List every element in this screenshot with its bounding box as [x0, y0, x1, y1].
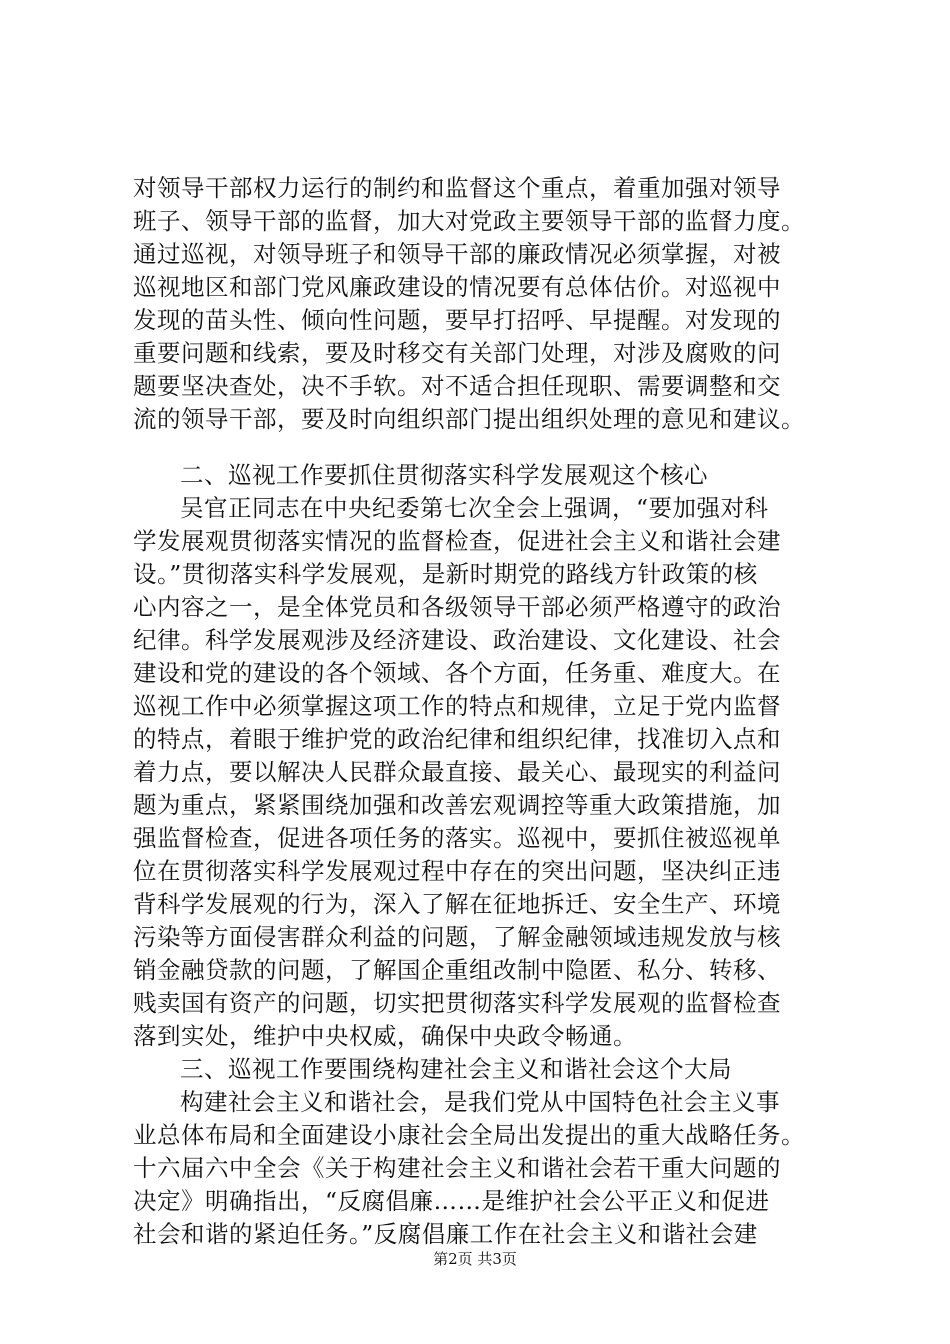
text-line: 强监督检查，促进各项任务的落实。巡视中，要抓住被巡视单	[133, 824, 781, 852]
text-line: 落到实处，维护中央权威，确保中央政令畅通。	[133, 1022, 637, 1050]
text-line: 十六届六中全会《关于构建社会主义和谐社会若干重大问题的	[133, 1154, 781, 1182]
document-body	[133, 172, 833, 1251]
text-line: 背科学发展观的行为，深入了解在征地拆迁、安全生产、环境	[133, 890, 781, 918]
text-line: 位在贯彻落实科学发展观过程中存在的突出问题，坚决纠正违	[133, 857, 781, 885]
text-line: 的特点，着眼于维护党的政治纪律和组织纪律，找准切入点和	[133, 725, 781, 753]
section-heading: 三、巡视工作要围绕构建社会主义和谐社会这个大局	[180, 1055, 732, 1083]
text-line: 重要问题和线索，要及时移交有关部门处理，对涉及腐败的问	[133, 339, 781, 367]
text-line: 班子、领导干部的监督，加大对党政主要领导干部的监督力度。	[133, 207, 805, 235]
text-line: 心内容之一，是全体党员和各级领导干部必须严格遵守的政治	[133, 593, 781, 621]
text-line: 通过巡视，对领导班子和领导干部的廉政情况必须掌握，对被	[133, 240, 781, 268]
text-line: 着力点，要以解决人民群众最直接、最关心、最现实的利益问	[133, 758, 781, 786]
text-line: 业总体布局和全面建设小康社会全局出发提出的重大战略任务。	[133, 1121, 805, 1149]
text-line: 发现的苗头性、倾向性问题，要早打招呼、早提醒。对发现的	[133, 306, 781, 334]
text-line: 流的领导干部，要及时向组织部门提出组织处理的意见和建议。	[133, 405, 805, 433]
text-line: 纪律。科学发展观涉及经济建设、政治建设、文化建设、社会	[133, 626, 781, 654]
text-line: 社会和谐的紧迫任务。”反腐倡廉工作在社会主义和谐社会建	[133, 1220, 758, 1248]
page-number-label: 第2页 共3页	[433, 1250, 517, 1268]
text-line: 决定》明确指出，“反腐倡廉……是维护社会公平正义和促进	[133, 1187, 770, 1215]
text-line: 巡视地区和部门党风廉政建设的情况要有总体估价。对巡视中	[133, 273, 781, 301]
text-line: 题要坚决查处，决不手软。对不适合担任现职、需要调整和交	[133, 372, 781, 400]
text-line: 吴官正同志在中央纪委第七次全会上强调，“要加强对科	[180, 494, 769, 522]
text-line: 建设和党的建设的各个领域、各个方面，任务重、难度大。在	[133, 659, 781, 687]
text-line: 销金融贷款的问题，了解国企重组改制中隐匿、私分、转移、	[133, 956, 781, 984]
text-line: 构建社会主义和谐社会，是我们党从中国特色社会主义事	[180, 1088, 780, 1116]
paragraph-gap	[133, 436, 833, 459]
text-line: 对领导干部权力运行的制约和监督这个重点，着重加强对领导	[133, 174, 781, 202]
text-line: 学发展观贯彻落实情况的监督检查，促进社会主义和谐社会建	[133, 527, 781, 555]
section-heading: 二、巡视工作要抓住贯彻落实科学发展观这个核心	[180, 461, 708, 489]
text-line: 贱卖国有资产的问题，切实把贯彻落实科学发展观的监督检查	[133, 989, 781, 1017]
page-footer	[0, 1249, 950, 1269]
text-line: 题为重点，紧紧围绕加强和改善宏观调控等重大政策措施，加	[133, 791, 781, 819]
text-line: 设。”贯彻落实科学发展观，是新时期党的路线方针政策的核	[133, 560, 758, 588]
text-line: 污染等方面侵害群众利益的问题，了解金融领域违规发放与核	[133, 923, 781, 951]
text-line: 巡视工作中必须掌握这项工作的特点和规律，立足于党内监督	[133, 692, 781, 720]
